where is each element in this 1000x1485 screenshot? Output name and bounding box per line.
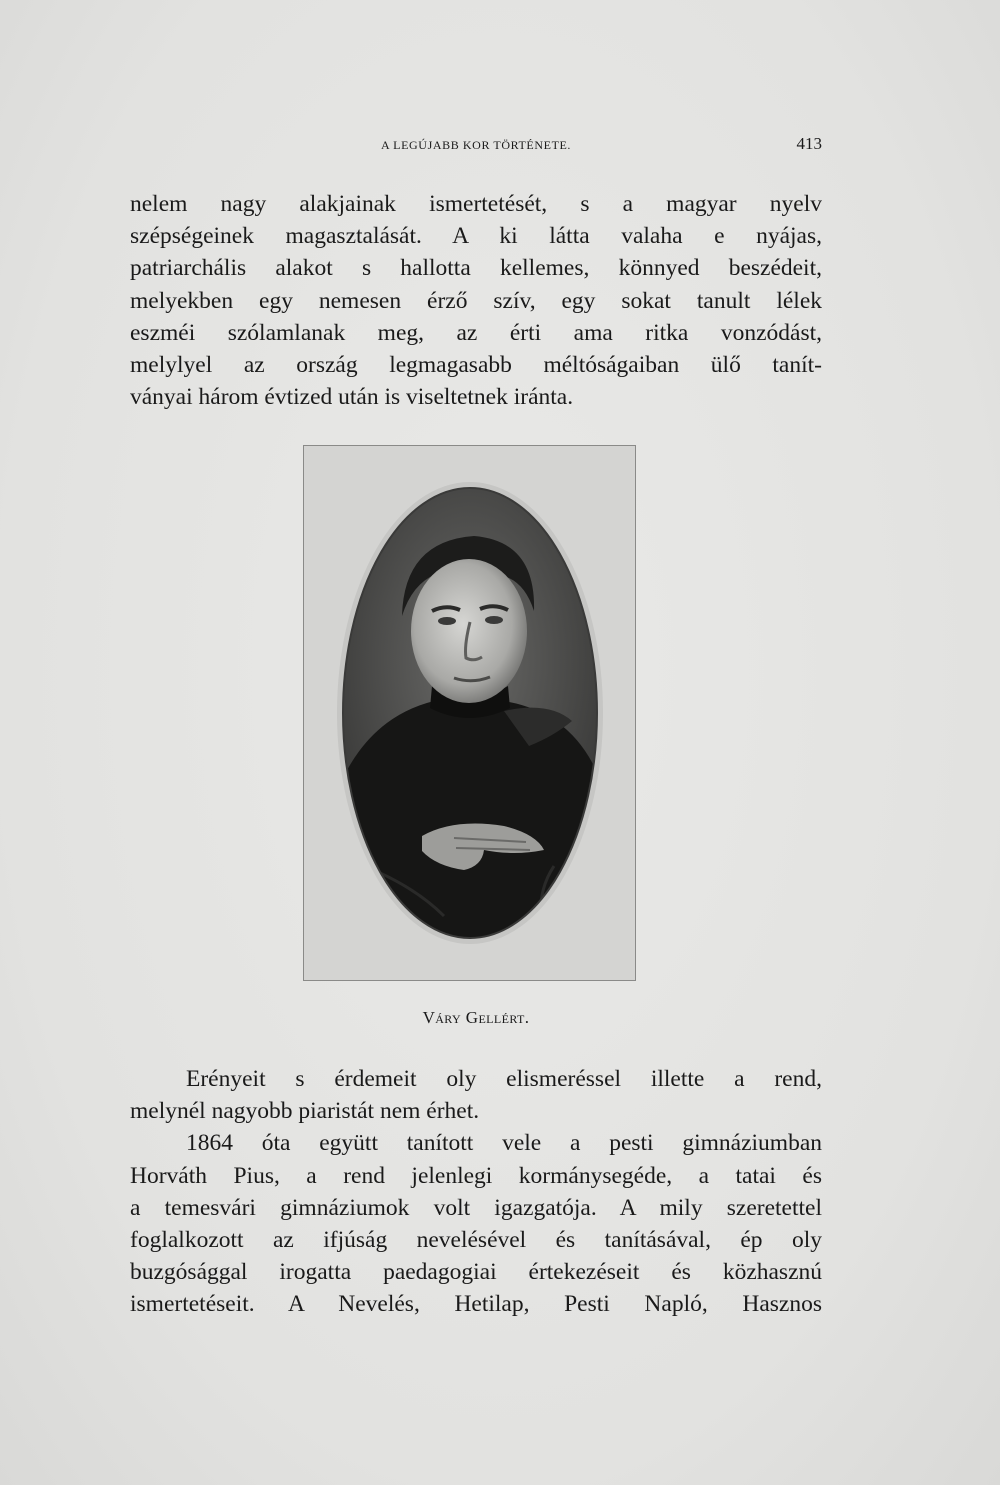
running-title: A LEGÚJABB KOR TÖRTÉNETE. [380,138,572,152]
text-line: foglalkozott az ifjúság nevelésével és tanításával, ép oly [130,1226,822,1253]
text-line: ismertetéseit. A Nevelés, Hetilap, Pesti Napló, Hasznos [130,1291,822,1318]
text-line: eszméi szólamlanak meg, az érti ama ritka vonzódást, [130,319,822,346]
text-line: patriarchális alakot s hallotta kellemes, könnyed beszédeit, [130,255,822,282]
text-line: melynél nagyobb piaristát nem érhet. [130,1098,480,1125]
text-line: buzgósággal irogatta paedagogiai értekezéseit és közhasznú [130,1259,822,1286]
text-line: melyekben egy nemesen érző szív, egy sokat tanult lélek [130,287,822,314]
text-line: 1864 óta együtt tanított vele a pesti gimnáziumban [186,1130,822,1157]
paragraph-1 [130,188,822,413]
text-line: Erényeit s érdemeit oly elismeréssel illette a rend, [186,1066,822,1092]
portrait-illustration [304,446,635,980]
page-number: 413 [796,134,822,153]
figure-caption [130,1008,822,1028]
text-line: szépségeinek magasztalását. A ki látta valaha e nyájas, [130,223,822,250]
text-line: a temesvári gimnáziumok volt igazgatója. A mily szeretettel [130,1194,822,1221]
text-line: Horváth Pius, a rend jelenlegi kormánysegéde, a tatai és [130,1162,822,1189]
paragraph-2 [130,1063,822,1321]
running-head [130,134,822,158]
caption-text: Váry Gellért. [422,1008,530,1027]
text-line: ványai három évtized után is viseltetnek iránta. [130,384,574,411]
text-line: nelem nagy alakjainak ismertetését, s a magyar nyelv [130,191,822,217]
text-line: melylyel az ország legmagasabb méltóságaiban ülő tanít- [130,351,822,378]
portrait-photo [303,445,636,981]
